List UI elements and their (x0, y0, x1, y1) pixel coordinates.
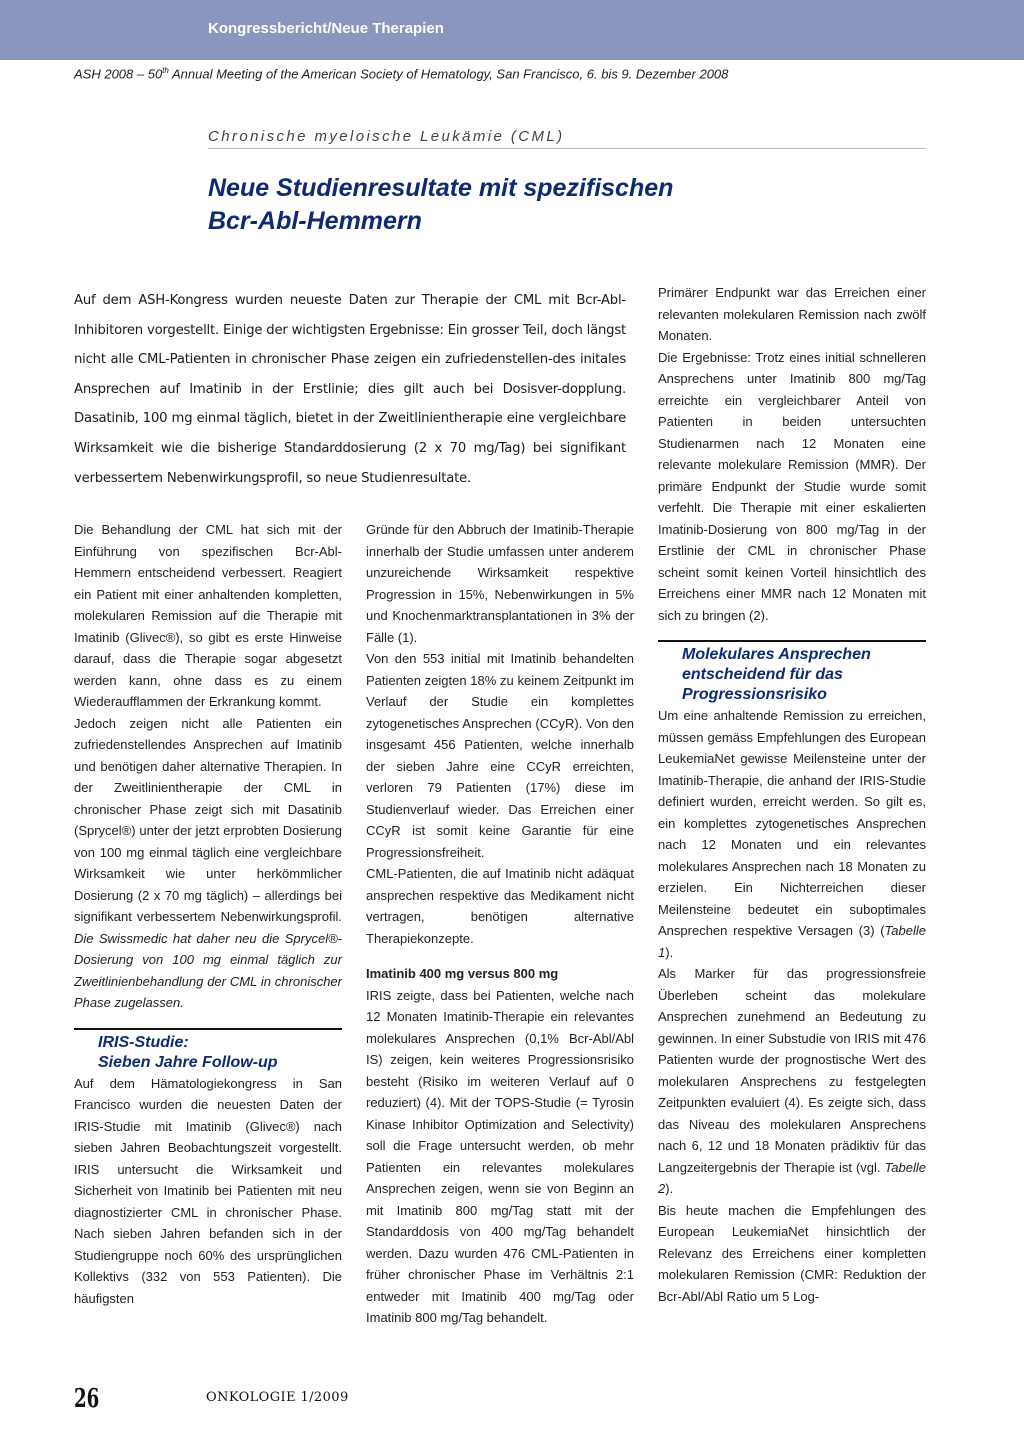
paragraph-text: Um eine anhaltende Remission zu erreichen, müssen gemäss Empfehlungen des European LeukemiaNet gewisse Meilensteine unter der Imatinib-Therapie, die anhand der IRIS-Studie definiert wurden, erreicht werden. So gilt es, ein komplettes zytogenetisches Ansprechen nach 12 Monaten und ein relevantes molekulares Ansprechen nach 18 Monaten zu erzielen. Ein Nichterreichen dieser Meilensteine bedeutet ein suboptimales Ansprechen respektive Versagen (3) ( (658, 708, 926, 938)
subheading-imatinib-dose: Imatinib 400 mg versus 800 mg (366, 966, 559, 981)
article-title (208, 172, 908, 238)
meeting-text-rest: Annual Meeting of the American Society of Hematology, San Francisco, 6. bis 9. Dezember 2008 (168, 66, 729, 82)
paragraph: Die Ergebnisse: Trotz eines initial schnelleren Ansprechens unter Imatinib 800 mg/Tag erreichte ein vergleichbarer Anteil von Patienten in beiden untersuchten Studienarmen nach 12 Monaten eine relevante molekulare Remission (MMR). Der primäre Endpunkt der Studie wurde somit verfehlt. Die Therapie mit einer eskalierten Imatinib-Dosierung von 800 mg/Tag in der Erstlinie der CML in chronischer Phase scheint somit keinen Vorteil hinsichtlich des Erreichens einer MMR nach 12 Monaten mit sich zu bringen (2). (658, 349, 926, 623)
paragraph: Die Behandlung der CML hat sich mit der Einführung von spezifischen Bcr-Abl-Hemmern entscheidend verbessert. Reagiert ein Patient mit einer anhaltenden kompletten, molekularen Remission auf die Therapie mit Imatinib (Glivec®), so gibt es erste Hinweise darauf, dass die Therapie sogar abgesetzt werden kann, ohne dass es zu einem Wiederaufflammen der Erkrankung kommt. (74, 522, 342, 709)
page-number: 26 (74, 1384, 100, 1414)
paragraph-text-end: ). (665, 1181, 674, 1196)
paragraph: CML-Patienten, die auf Imatinib nicht adäquat ansprechen respektive das Medikament nicht vertragen, benötigen alternative Therapiekonzepte. (366, 866, 634, 946)
column-3 (658, 282, 926, 1307)
meeting-sup: th (162, 66, 169, 75)
column-1 (74, 519, 342, 1309)
column-2 (366, 519, 634, 1329)
paragraph-italic: Die Swissmedic hat daher neu die Sprycel®-Dosierung von 100 mg einmal täglich zur Zweitlinienbehandlung der CML in chronischer Phase zugelassen. (74, 930, 342, 1010)
meeting-line (74, 66, 728, 81)
subheading-line-1: IRIS-Studie: (98, 1033, 189, 1051)
paragraph-text: Als Marker für das progressionsfreie Überleben scheint das molekulare Ansprechen zunehmend an Bedeutung zu gewinnen. In einer Substudie von IRIS mit 476 Patienten wurde der prognostische Wert des molekularen Ansprechens zu festgelegten Zeitpunkten evaluiert (4). Es zeigte sich, dass das Niveau des molekularen Ansprechens nach 6, 12 und 18 Monaten prädiktiv für das Langzeitergebnis der Therapie ist (vgl. (658, 966, 926, 1175)
paragraph (658, 705, 926, 963)
subheading-molecular-response: Molekulares Ansprechen entscheidend für das Progressionsrisiko (658, 640, 926, 705)
journal-issue: ONKOLOGIE 1/2009 (206, 1390, 349, 1405)
article-lead: Auf dem ASH-Kongress wurden neueste Daten zur Therapie der CML mit Bcr-Abl-Inhibitoren vorgestellt. Einige der wichtigsten Ergebnisse: Ein grosser Teil, doch längst nicht alle CML-Patienten in chronischer Phase zeigen ein zufriedenstellen-des initales Ansprechen auf Imatinib in der Erstlinie; dies gilt auch bei Dosisver-dopplung. Dasatinib, 100 mg einmal täglich, bietet in der Zweitlinientherapie eine vergleichbare Wirksamkeit wie die bisherige Standarddosierung (2 x 70 mg/Tag) bei signifikant verbessertem Nebenwirkungsprofil, so neue Studienresultate. (74, 293, 626, 486)
paragraph: IRIS zeigte, dass bei Patienten, welche nach 12 Monaten Imatinib-Therapie ein relevantes molekulares Ansprechen (0,1% Bcr-Abl/Abl IS) zeigen, kein weiteres Progressionsrisiko besteht (Risiko im weiteren Verlauf auf 0 reduziert) (4). Mit der TOPS-Studie (= Tyrosin Kinase Inhibitor Optimization and Selectivity) soll die Frage untersucht werden, ob mehr Patienten ein relevantes molekulares Ansprechen zeigen, wenn sie von Beginn an mit Imatinib 800 mg/Tag statt mit der Standarddosis von 400 mg/Tag behandelt werden. Dazu wurden 476 CML-Patienten in früher chronischer Phase im Verhältnis 2:1 entweder mit Imatinib 400 mg/Tag oder Imatinib 800 mg/Tag behandelt. (366, 987, 634, 1325)
paragraph: Auf dem Hämatologiekongress in San Francisco wurden die neuesten Daten der IRIS-Studie mit Imatinib (Glivec®) nach sieben Jahren Beobachtungszeit vorgestellt. IRIS untersucht die Wirksamkeit und Sicherheit von Imatinib bei Patienten mit neu diagnostizierter CML in chronischer Phase. Nach sieben Jahren befanden sich in der Studiengruppe noch 60% des ursprünglichen Kollektivs (332 von 553 Patienten). Die häufigsten (74, 1075, 342, 1306)
paragraph (658, 963, 926, 1200)
meeting-text: ASH 2008 – 50 (74, 66, 163, 82)
paragraph-text: Jedoch zeigen nicht alle Patienten ein zufriedenstellendes Ansprechen auf Imatinib und benötigen daher alternative Therapien. In der Zweitlinientherapie der CML in chronischer Phase zeigt sich mit Dasatinib (Sprycel®) unter der jetzt erprobten Dosierung von 100 mg einmal täglich eine vergleichbare Wirksamkeit wie unter herkömmlicher Dosierung (2 x 70 mg täglich) – allerdings bei signifikant verbessertem Nebenwirkungsprofil. (74, 715, 342, 924)
section-header-bar (0, 0, 1024, 60)
article-topic: Chronische myeloische Leukämie (CML) (208, 128, 926, 149)
subheading-line-2: Sieben Jahre Follow-up (98, 1053, 278, 1071)
title-line-1: Neue Studienresultate mit spezifischen (208, 174, 674, 202)
section-title: Kongressbericht/Neue Therapien (208, 20, 444, 37)
paragraph: Bis heute machen die Empfehlungen des European LeukemiaNet hinsichtlich der Relevanz des Erreichens einer kompletten molekularen Remission (CMR: Reduktion der Bcr-Abl/Abl Ratio um 5 Log- (658, 1202, 926, 1304)
paragraph (74, 713, 342, 1014)
table-reference: Tabelle 1 (658, 923, 926, 960)
table-reference: Tabelle 2 (658, 1159, 926, 1196)
paragraph-text-end: ). (665, 944, 674, 960)
paragraph: Gründe für den Abbruch der Imatinib-Therapie innerhalb der Studie umfassen unter anderem unzureichende Wirksamkeit respektive Progression in 15%, Nebenwirkungen in 5% und Knochenmarktransplantationen in 3% der Fälle (1). (366, 522, 634, 645)
title-line-2: Bcr-Abl-Hemmern (208, 207, 422, 235)
paragraph: Von den 553 initial mit Imatinib behandelten Patienten zeigten 18% zu keinem Zeitpunkt im Verlauf der Studie ein komplettes zytogenetisches Ansprechen (CCyR). Von den insgesamt 456 Patienten, welche innerhalb der sieben Jahre eine CCyR erreichten, verloren 79 Patienten (17%) diese im Studienverlauf wieder. Das Erreichen einer CCyR ist somit keine Garantie für eine Progressionsfreiheit. (366, 651, 634, 860)
paragraph: Primärer Endpunkt war das Erreichen einer relevanten molekularen Remission nach zwölf Monaten. (658, 285, 926, 343)
subheading-iris (74, 1028, 342, 1073)
